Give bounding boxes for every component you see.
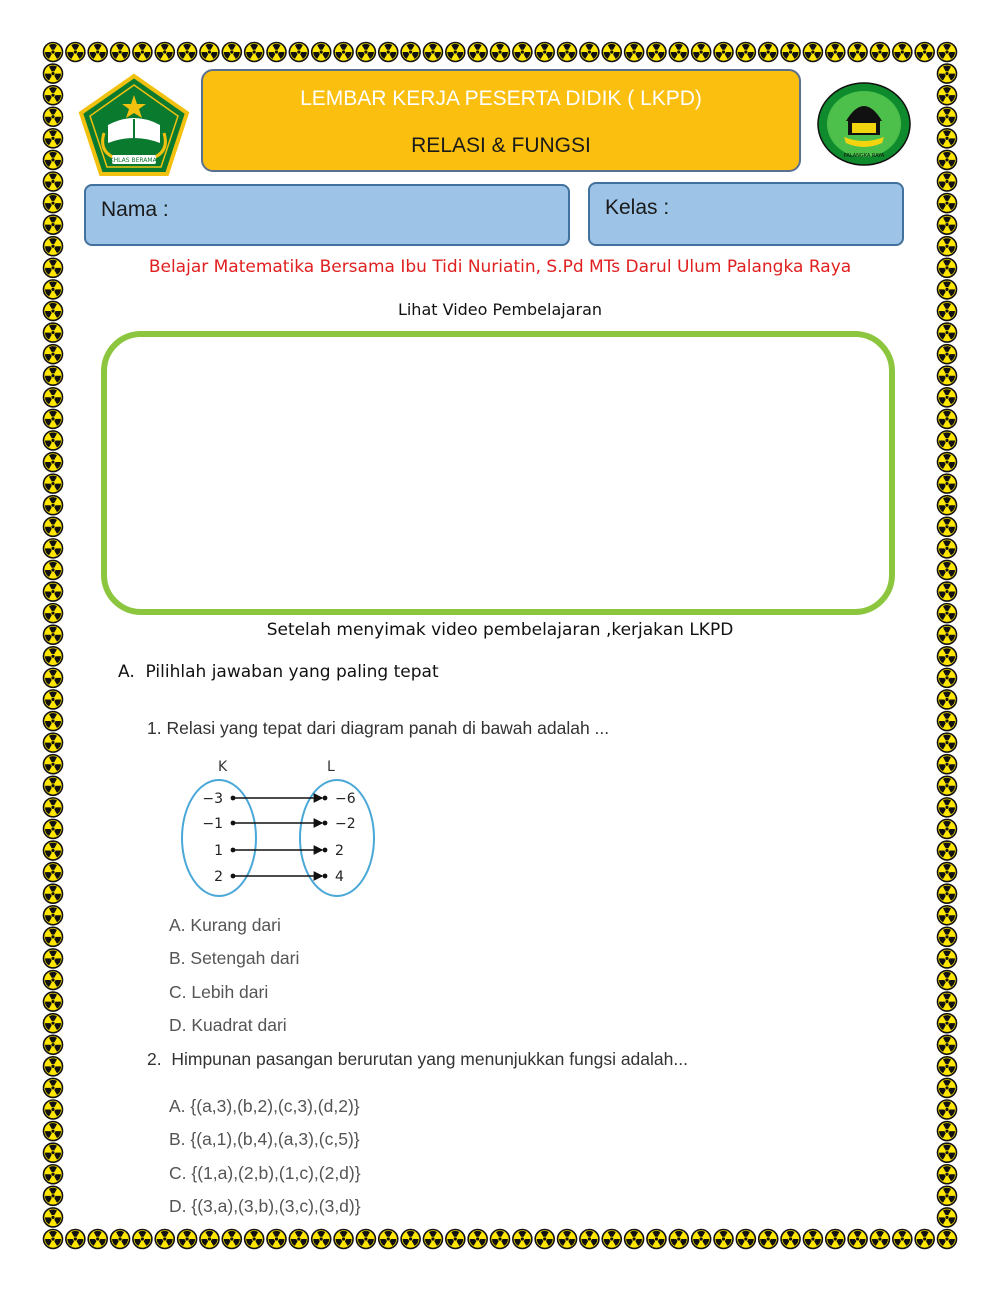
radiation-icon	[111, 43, 130, 62]
radiation-icon	[647, 1230, 666, 1249]
radiation-icon	[938, 776, 957, 795]
radiation-icon	[938, 1057, 957, 1076]
radiation-icon	[44, 1122, 63, 1141]
radiation-icon	[938, 474, 957, 493]
page-subtitle: RELASI & FUNGSI	[411, 134, 591, 157]
radiation-icon	[88, 1230, 107, 1249]
question-number: 1.	[147, 718, 162, 738]
radiation-icon	[602, 43, 621, 62]
k-value: −3	[202, 791, 223, 807]
radiation-icon	[44, 647, 63, 666]
radiation-icon	[401, 1230, 420, 1249]
radiation-icon	[111, 1230, 130, 1249]
radiation-icon	[938, 172, 957, 191]
question-text: Relasi yang tepat dari diagram panah di bawah adalah ...	[166, 718, 610, 738]
set-l-label: L	[327, 759, 335, 775]
radiation-icon	[44, 366, 63, 385]
radiation-icon	[379, 43, 398, 62]
l-value: −2	[335, 816, 356, 832]
radiation-icon	[44, 388, 63, 407]
radiation-icon	[938, 755, 957, 774]
radiation-icon	[44, 517, 63, 536]
radiation-icon	[736, 43, 755, 62]
radiation-icon	[446, 1230, 465, 1249]
radiation-icon	[44, 474, 63, 493]
radiation-icon	[938, 992, 957, 1011]
q1-option-d[interactable]: D. Kuadrat dari	[169, 1015, 287, 1035]
radiation-icon	[312, 1230, 331, 1249]
l-value: 4	[335, 869, 344, 885]
radiation-icon	[803, 43, 822, 62]
radiation-icon	[938, 712, 957, 731]
radiation-icon	[938, 798, 957, 817]
radiation-icon	[44, 237, 63, 256]
radiation-icon	[938, 841, 957, 860]
radiation-icon	[267, 43, 286, 62]
radiation-icon	[938, 560, 957, 579]
radiation-icon	[938, 539, 957, 558]
instruction-text: Setelah menyimak video pembelajaran ,kerjakan LKPD	[266, 620, 734, 640]
school-logo-icon	[816, 81, 912, 167]
radiation-icon	[938, 668, 957, 687]
radiation-icon	[133, 43, 152, 62]
radiation-icon	[938, 453, 957, 472]
radiation-icon	[781, 1230, 800, 1249]
page-title: LEMBAR KERJA PESERTA DIDIK ( LKPD)	[300, 87, 702, 110]
radiation-icon	[44, 1186, 63, 1205]
radiation-icon	[938, 1165, 957, 1184]
radiation-icon	[44, 1208, 63, 1227]
radiation-icon	[289, 1230, 308, 1249]
radiation-icon	[938, 150, 957, 169]
radiation-icon	[938, 366, 957, 385]
l-point	[323, 796, 328, 801]
radiation-icon	[938, 388, 957, 407]
radiation-icon	[289, 43, 308, 62]
radiation-icon	[938, 43, 957, 62]
radiation-icon	[535, 1230, 554, 1249]
radiation-icon	[401, 43, 420, 62]
radiation-icon	[44, 194, 63, 213]
radiation-icon	[44, 539, 63, 558]
class-label: Kelas :	[605, 196, 670, 219]
question-text: Himpunan pasangan berurutan yang menunjukkan fungsi adalah...	[171, 1049, 688, 1069]
radiation-icon	[44, 1035, 63, 1054]
radiation-icon	[44, 560, 63, 579]
radiation-icon	[938, 517, 957, 536]
radiation-icon	[44, 1057, 63, 1076]
radiation-icon	[44, 949, 63, 968]
k-point	[231, 821, 236, 826]
radiation-icon	[44, 1143, 63, 1162]
radiation-icon	[938, 345, 957, 364]
radiation-icon	[44, 582, 63, 601]
q1-option-b[interactable]: B. Setengah dari	[169, 948, 300, 968]
radiation-icon	[245, 1230, 264, 1249]
radiation-icon	[513, 43, 532, 62]
radiation-icon	[44, 215, 63, 234]
radiation-icon	[44, 668, 63, 687]
radiation-icon	[44, 992, 63, 1011]
radiation-icon	[938, 1078, 957, 1097]
section-marker: A.	[118, 662, 135, 682]
radiation-icon	[580, 1230, 599, 1249]
q1-option-c[interactable]: C. Lebih dari	[169, 982, 269, 1002]
radiation-icon	[938, 431, 957, 450]
q2-option-c[interactable]: C. {(1,a),(2,b),(1,c),(2,d)}	[169, 1163, 361, 1183]
radiation-icon	[938, 647, 957, 666]
radiation-icon	[848, 1230, 867, 1249]
l-value: −6	[335, 791, 356, 807]
question-1	[147, 718, 609, 739]
q2-option-d[interactable]: D. {(3,a),(3,b),(3,c),(3,d)}	[169, 1196, 361, 1216]
radiation-icon	[245, 43, 264, 62]
section-title: Pilihlah jawaban yang paling tepat	[145, 662, 439, 682]
k-value: 2	[214, 869, 223, 885]
radiation-icon	[44, 755, 63, 774]
radiation-icon	[491, 1230, 510, 1249]
radiation-icon	[625, 1230, 644, 1249]
svg-text:IKHLAS BERAMAL: IKHLAS BERAMAL	[107, 157, 161, 164]
video-label: Lihat Video Pembelajaran	[397, 300, 603, 319]
radiation-icon	[938, 129, 957, 148]
radiation-icon	[692, 43, 711, 62]
l-point	[323, 874, 328, 879]
radiation-icon	[870, 1230, 889, 1249]
radiation-icon	[558, 1230, 577, 1249]
radiation-icon	[44, 280, 63, 299]
q2-option-a[interactable]: A. {(a,3),(b,2),(c,3),(d,2)}	[169, 1096, 360, 1116]
radiation-icon	[759, 1230, 778, 1249]
radiation-icon	[915, 43, 934, 62]
radiation-icon	[356, 43, 375, 62]
radiation-icon	[423, 43, 442, 62]
radiation-icon	[938, 690, 957, 709]
radiation-icon	[938, 863, 957, 882]
radiation-icon	[938, 819, 957, 838]
radiation-icon	[513, 1230, 532, 1249]
k-point	[231, 848, 236, 853]
radiation-icon	[44, 776, 63, 795]
radiation-icon	[938, 1100, 957, 1119]
radiation-icon	[44, 733, 63, 752]
radiation-icon	[938, 1230, 957, 1249]
radiation-icon	[848, 43, 867, 62]
radiation-icon	[155, 1230, 174, 1249]
radiation-icon	[44, 86, 63, 105]
l-value: 2	[335, 843, 344, 859]
l-point	[323, 821, 328, 826]
radiation-icon	[938, 496, 957, 515]
radiation-icon	[66, 1230, 85, 1249]
video-embed[interactable]	[101, 331, 895, 615]
radiation-icon	[44, 1230, 63, 1249]
radiation-icon	[491, 43, 510, 62]
radiation-icon	[468, 1230, 487, 1249]
radiation-icon	[669, 43, 688, 62]
radiation-icon	[938, 971, 957, 990]
k-point	[231, 874, 236, 879]
radiation-icon	[714, 1230, 733, 1249]
radiation-icon	[44, 1165, 63, 1184]
q2-option-b[interactable]: B. {(a,1),(b,4),(a,3),(c,5)}	[169, 1129, 360, 1149]
radiation-icon	[44, 819, 63, 838]
radiation-icon	[938, 1143, 957, 1162]
radiation-icon	[938, 1035, 957, 1054]
radiation-icon	[44, 64, 63, 83]
radiation-icon	[44, 1014, 63, 1033]
radiation-icon	[334, 1230, 353, 1249]
radiation-icon	[44, 841, 63, 860]
radiation-icon	[803, 1230, 822, 1249]
radiation-icon	[200, 43, 219, 62]
radiation-icon	[44, 927, 63, 946]
radiation-icon	[938, 733, 957, 752]
k-point	[231, 796, 236, 801]
radiation-icon	[602, 1230, 621, 1249]
radiation-icon	[468, 43, 487, 62]
radiation-icon	[44, 43, 63, 62]
radiation-icon	[938, 237, 957, 256]
radiation-icon	[938, 1014, 957, 1033]
radiation-icon	[826, 1230, 845, 1249]
radiation-icon	[915, 1230, 934, 1249]
radiation-icon	[736, 1230, 755, 1249]
name-label: Nama :	[101, 198, 169, 221]
radiation-icon	[66, 43, 85, 62]
radiation-icon	[938, 884, 957, 903]
radiation-icon	[938, 1208, 957, 1227]
radiation-icon	[178, 43, 197, 62]
question-2	[147, 1049, 688, 1070]
radiation-icon	[625, 43, 644, 62]
radiation-icon	[938, 906, 957, 925]
radiation-icon	[423, 1230, 442, 1249]
radiation-icon	[312, 43, 331, 62]
radiation-icon	[267, 1230, 286, 1249]
radiation-icon	[580, 43, 599, 62]
radiation-icon	[222, 1230, 241, 1249]
radiation-icon	[44, 345, 63, 364]
k-value: −1	[202, 816, 223, 832]
radiation-icon	[356, 1230, 375, 1249]
radiation-icon	[334, 43, 353, 62]
radiation-icon	[44, 884, 63, 903]
radiation-icon	[44, 172, 63, 191]
radiation-icon	[938, 280, 957, 299]
radiation-icon	[88, 43, 107, 62]
radiation-icon	[535, 43, 554, 62]
radiation-icon	[44, 798, 63, 817]
radiation-icon	[44, 453, 63, 472]
radiation-icon	[44, 323, 63, 342]
radiation-icon	[44, 431, 63, 450]
radiation-icon	[44, 863, 63, 882]
radiation-icon	[938, 107, 957, 126]
radiation-icon	[222, 43, 241, 62]
radiation-icon	[781, 43, 800, 62]
radiation-icon	[938, 323, 957, 342]
radiation-icon	[938, 949, 957, 968]
radiation-icon	[44, 107, 63, 126]
radiation-icon	[44, 496, 63, 515]
question-number: 2.	[147, 1049, 162, 1069]
k-value: 1	[214, 843, 223, 859]
set-k-label: K	[218, 759, 228, 775]
teacher-tagline: Belajar Matematika Bersama Ibu Tidi Nuriatin, S.Pd MTs Darul Ulum Palangka Raya	[148, 257, 852, 277]
radiation-icon	[44, 129, 63, 148]
radiation-icon	[558, 43, 577, 62]
radiation-icon	[714, 43, 733, 62]
radiation-icon	[938, 927, 957, 946]
radiation-icon	[446, 43, 465, 62]
radiation-icon	[44, 1078, 63, 1097]
radiation-icon	[938, 582, 957, 601]
radiation-icon	[893, 1230, 912, 1249]
section-heading	[118, 662, 439, 682]
radiation-icon	[893, 43, 912, 62]
radiation-icon	[759, 43, 778, 62]
radiation-icon	[44, 906, 63, 925]
radiation-icon	[826, 43, 845, 62]
radiation-icon	[178, 1230, 197, 1249]
radiation-icon	[938, 86, 957, 105]
radiation-icon	[44, 1100, 63, 1119]
radiation-icon	[870, 43, 889, 62]
radiation-icon	[44, 971, 63, 990]
radiation-icon	[44, 712, 63, 731]
radiation-icon	[133, 1230, 152, 1249]
radiation-icon	[938, 215, 957, 234]
radiation-icon	[692, 1230, 711, 1249]
radiation-icon	[938, 409, 957, 428]
l-point	[323, 848, 328, 853]
radiation-icon	[938, 1122, 957, 1141]
arrow-diagram	[176, 756, 386, 901]
radiation-icon	[379, 1230, 398, 1249]
radiation-icon	[938, 194, 957, 213]
radiation-icon	[44, 409, 63, 428]
kemenag-logo-icon	[78, 73, 190, 177]
radiation-icon	[200, 1230, 219, 1249]
svg-text:PALANGKA RAYA: PALANGKA RAYA	[843, 153, 885, 159]
radiation-icon	[155, 43, 174, 62]
radiation-icon	[669, 1230, 688, 1249]
radiation-icon	[44, 690, 63, 709]
q1-option-a[interactable]: A. Kurang dari	[169, 915, 281, 935]
radiation-icon	[938, 64, 957, 83]
radiation-icon	[647, 43, 666, 62]
radiation-icon	[44, 150, 63, 169]
radiation-icon	[938, 1186, 957, 1205]
